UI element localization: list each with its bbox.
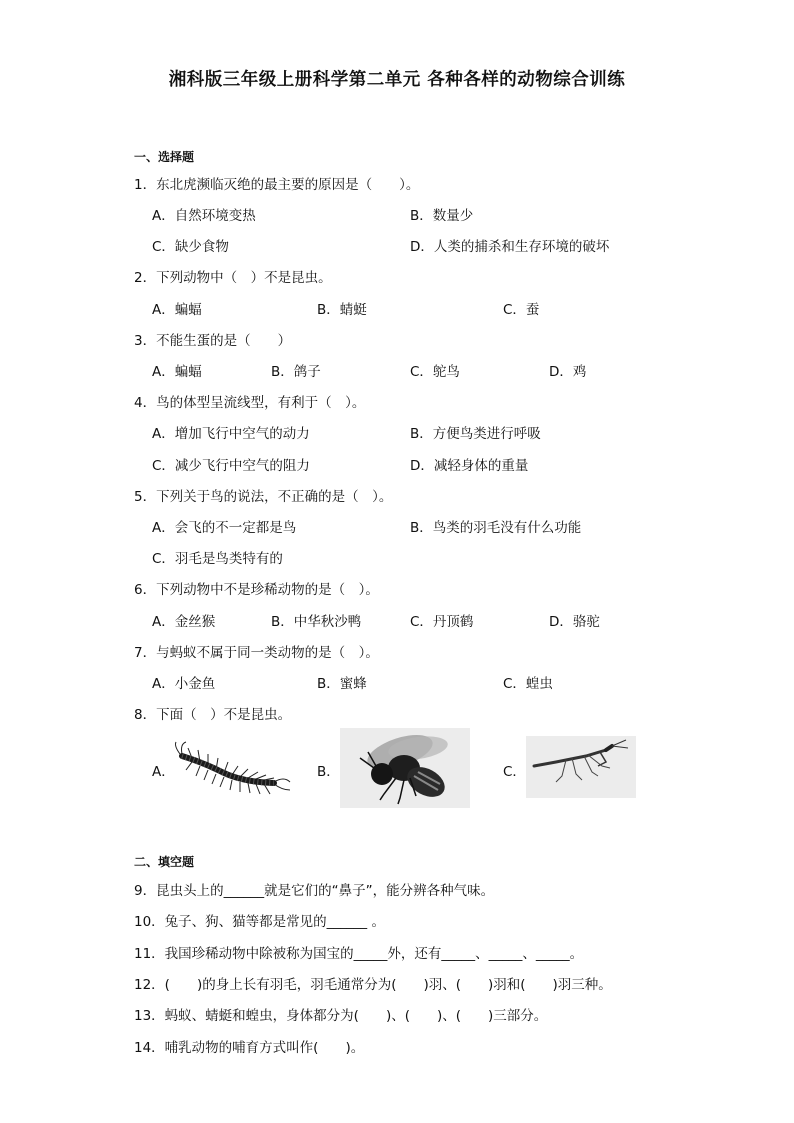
- question-2-option-a: A．蝙蝠: [152, 302, 202, 318]
- question-3-option-c: C．鸵鸟: [410, 364, 460, 380]
- question-9-text: 9．昆虫头上的______就是它们的“鼻子”，能分辨各种气味。: [134, 883, 495, 899]
- section-heading-choice: 一、选择题: [134, 150, 195, 164]
- question-4-option-d: D．减轻身体的重量: [410, 458, 529, 474]
- question-6-stem: 6．下列动物中不是珍稀动物的是（ ）。: [134, 582, 379, 598]
- question-11-text: 11．我国珍稀动物中除被称为国宝的_____外，还有_____、_____、_____。: [134, 946, 584, 962]
- question-3-option-d: D．鸡: [549, 364, 587, 380]
- bee-icon: [340, 728, 470, 808]
- question-3-stem: 3．不能生蛋的是（ ）: [134, 333, 292, 349]
- question-1-option-d: D．人类的捕杀和生存环境的破坏: [410, 239, 610, 255]
- question-8-stem: 8．下面（ ）不是昆虫。: [134, 707, 292, 723]
- page-title: 湘科版三年级上册科学第二单元 各种各样的动物综合训练: [168, 70, 626, 90]
- question-5-option-b: B．鸟类的羽毛没有什么功能: [410, 520, 582, 536]
- question-6-option-d: D．骆驼: [549, 614, 600, 630]
- question-1-option-c: C．缺少食物: [152, 239, 229, 255]
- question-7-option-b: B．蜜蜂: [317, 676, 367, 692]
- question-3-option-b: B．鸽子: [271, 364, 321, 380]
- question-2-option-b: B．蜻蜓: [317, 302, 367, 318]
- question-4-option-c: C．减少飞行中空气的阻力: [152, 458, 310, 474]
- question-1-option-a: A．自然环境变热: [152, 208, 256, 224]
- question-4-stem: 4．鸟的体型呈流线型，有利于（ ）。: [134, 395, 366, 411]
- question-5-option-a: A．会飞的不一定都是鸟: [152, 520, 297, 536]
- question-3-option-a: A．蝙蝠: [152, 364, 202, 380]
- mantis-icon: [526, 736, 636, 798]
- question-4-option-b: B．方便鸟类进行呼吸: [410, 426, 541, 442]
- centipede-icon: [172, 740, 294, 796]
- section-heading-fill: 二、填空题: [134, 855, 195, 869]
- question-8-option-b: B．: [317, 764, 340, 780]
- question-7-option-c: C．蝗虫: [503, 676, 553, 692]
- question-1-option-b: B．数量少: [410, 208, 474, 224]
- question-12-text: 12．( )的身上长有羽毛，羽毛通常分为( )羽、( )羽和( )羽三种。: [134, 977, 612, 993]
- question-2-option-c: C．蚕: [503, 302, 540, 318]
- question-6-option-a: A．金丝猴: [152, 614, 216, 630]
- question-6-option-c: C．丹顶鹤: [410, 614, 474, 630]
- question-7-stem: 7．与蚂蚁不属于同一类动物的是（ ）。: [134, 645, 379, 661]
- question-8-option-a: A．: [152, 764, 175, 780]
- question-10-text: 10．兔子、狗、猫等都是常见的______ 。: [134, 914, 385, 930]
- question-5-option-c: C．羽毛是鸟类特有的: [152, 551, 283, 567]
- question-6-option-b: B．中华秋沙鸭: [271, 614, 362, 630]
- question-5-stem: 5．下列关于鸟的说法，不正确的是（ ）。: [134, 489, 393, 505]
- question-8-option-c: C．: [503, 764, 526, 780]
- question-4-option-a: A．增加飞行中空气的动力: [152, 426, 310, 442]
- question-1-stem: 1．东北虎濒临灭绝的最主要的原因是（ ）。: [134, 177, 420, 193]
- question-7-option-a: A．小金鱼: [152, 676, 216, 692]
- question-14-text: 14．哺乳动物的哺育方式叫作( )。: [134, 1040, 365, 1056]
- question-13-text: 13．蚂蚁、蜻蜓和蝗虫，身体都分为( )、( )、( )三部分。: [134, 1008, 548, 1024]
- question-2-stem: 2．下列动物中（ ）不是昆虫。: [134, 270, 332, 286]
